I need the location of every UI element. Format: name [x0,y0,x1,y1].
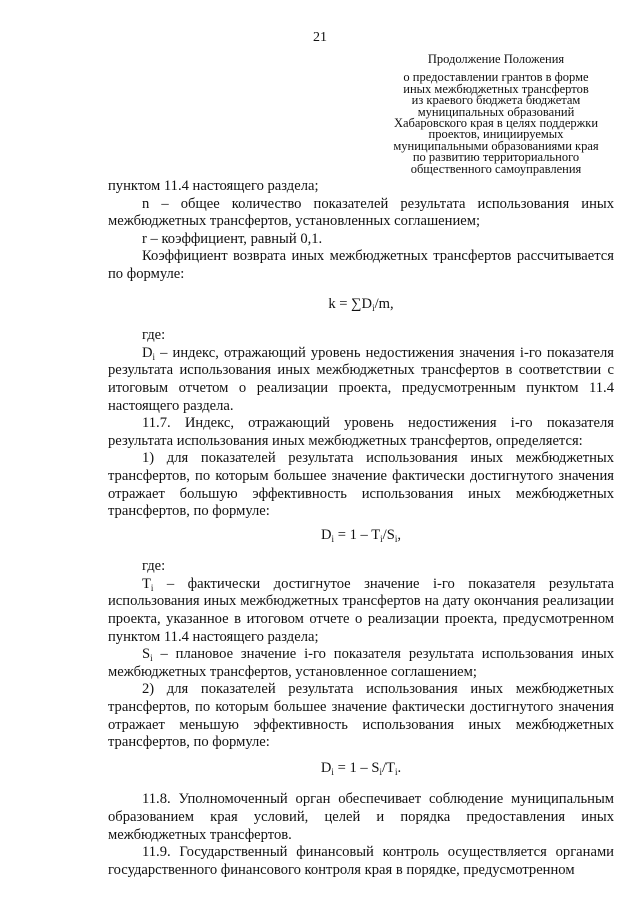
formula-subscript: i [379,766,382,777]
page-number: 21 [313,30,327,45]
paragraph: 11.7. Индекс, отражающий уровень недостижения i-го показателя результата использования иных межбюджетных трансфертов, определяется: [108,415,614,449]
symbol-subscript: i [152,351,156,362]
paragraph-di [108,345,614,415]
header-line: по развитию территориального [412,150,580,165]
definition-text: – плановое значение i-го показателя результата использования иных межбюджетных трансфертов, установленное соглашением; [108,646,614,680]
paragraph: 11.9. Государственный финансовый контроль осуществляется органами государственного финансового контроля края в порядке, предусмотренном [108,844,614,878]
paragraph: n – общее количество показателей результата использования иных межбюджетных трансфертов, установленных соглашением; [108,195,614,230]
formula-part: D [320,759,332,776]
formula-part: k = ∑D [328,295,373,312]
formula-part: = 1 – T [334,526,381,543]
header-line: общественного самоуправления [410,161,582,176]
paragraph: 11.8. Уполномоченный орган обеспечивает соблюдение муниципальным образованием края условий, целей и порядка предоставления иных межбюджетных трансфертов. [108,791,614,843]
formula-subscript: i [372,302,375,313]
symbol-subscript: i [150,582,154,593]
formula-subscript: i [331,533,335,544]
header-block [378,54,614,175]
definition-text: – фактически достигнутое значение i-го показателя результата использования иных межбюджетных трансфертов на дату окончания реализации проекта, указанное в итоговом отчете о реализации проекта, предусмотренном пунктом 11.4 настоящего раздела; [108,575,614,645]
formula-subscript: i [394,533,398,544]
formula-k [108,296,614,314]
header-line: иных межбюджетных трансфертов [403,81,589,96]
header-line: из краевого бюджета бюджетам [411,93,581,108]
formula-part: = 1 – S [333,759,380,776]
header-line: Хабаровского края в целях поддержки [393,116,599,131]
where-label: где: [142,558,166,575]
formula-di-2 [108,760,614,778]
header-line: проектов, инициируемых [428,127,564,142]
definition-text: – индекс, отражающий уровень недостижения значения i-го показателя результата использования иных межбюджетных трансфертов в соответствии с итоговым отчетом о реализации проекта, предусмотренным пунктом 11.4 настоящего раздела. [108,344,614,414]
formula-part: /m, [374,295,394,312]
paragraph: Коэффициент возврата иных межбюджетных трансфертов рассчитывается по формуле: [108,248,614,282]
header-title: Продолжение Положения [427,52,565,66]
formula-part: /S [382,526,395,543]
symbol: S [142,646,151,663]
symbol: T [142,575,151,592]
formula-subscript: i [394,766,398,777]
header-line: муниципальных образований [417,104,575,119]
formula-part: /T [381,759,395,776]
paragraph-ti [108,576,614,646]
formula-part: . [397,759,402,776]
symbol-subscript: i [150,653,153,664]
where-label: где: [142,327,166,344]
body-text [108,178,614,879]
paragraph: 2) для показателей результата использования иных межбюджетных трансфертов, по которым большее значение фактически достигнутого значения отражает меньшую эффективность использования иных межбюджетных трансфертов, по формуле: [108,681,614,751]
paragraph-si [108,646,614,681]
symbol: D [142,344,153,361]
paragraph: r – коэффициент, равный 0,1. [142,230,323,247]
paragraph: 1) для показателей результата использования иных межбюджетных трансфертов, по которым большее значение фактически достигнутого значения отражает большую эффективность использования иных межбюджетных трансфертов, по формуле: [108,450,614,520]
header-line: о предоставлении грантов в форме [403,70,589,85]
formula-subscript: i [331,766,334,777]
formula-subscript: i [380,533,383,544]
formula-part: , [397,526,401,543]
formula-part: D [321,526,332,543]
paragraph: пунктом 11.4 настоящего раздела; [108,178,319,194]
formula-di-1 [108,527,614,545]
header-line: муниципальными образованиями края [393,138,599,153]
